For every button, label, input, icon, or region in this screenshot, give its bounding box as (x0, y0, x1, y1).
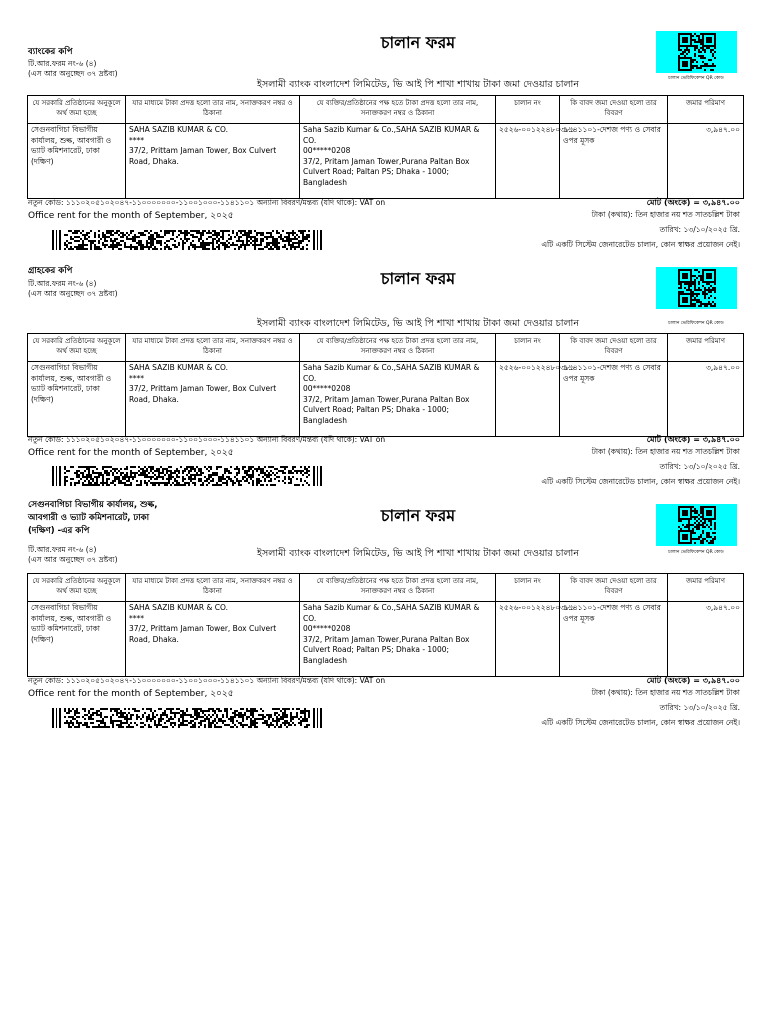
system-generated-note: এটি একটি সিস্টেম জেনারেটেড চালান, কোন স্বাক্ষর প্রয়োজন নেই। (541, 240, 740, 249)
payment-description: ১১৪১১০১-দেশজ পণ্য ও সেবার ওপর মূসক (560, 124, 668, 199)
challan-subtitle: ইসলামী ব্যাংক বাংলাদেশ লিমিটেড, ভি আই পি শাখা শাখায় টাকা জমা দেওয়ার চালান (257, 79, 579, 90)
party-name: Saha Sazib Kumar & Co.,SAHA SAZIB KUMAR & CO. (303, 603, 480, 623)
party-id: 00*****0208 (303, 384, 351, 393)
system-generated-note: এটি একটি সিস্টেম জেনারেটেড চালান, কোন স্বাক্ষর প্রয়োজন নেই। (541, 718, 740, 727)
form-rule: (এস আর অনুচ্ছেদ ৩৭ দ্রষ্টব্য) (28, 289, 118, 298)
column-header: যার মাধ্যমে টাকা প্রদত্ত হলো তার নাম, সনাক্তকরণ নম্বর ও ঠিকানা (126, 334, 300, 362)
table-header-row (28, 96, 744, 124)
challan-table (27, 95, 744, 199)
party-address: 37/2, Pritam Jaman Tower,Purana Paltan Box Culvert Road; Paltan PS; Dhaka - 1000; Bangladesh (303, 634, 470, 665)
payer-address: 37/2, Prittam Jaman Tower, Box Culvert Road, Dhaka. (129, 146, 277, 166)
challan-table (27, 573, 744, 677)
account-code-line: নতুন কোড: ১১১০২০৫১০২০৪৭-১১০০০০০০০-১১০০১০০০-১১৪১১০১ অন্যান্য বিবরণ/মন্তব্য (যদি থাকে): VAT on (28, 198, 386, 207)
copy-label-line: (দক্ষিণ) -এর কপি (28, 526, 90, 536)
copy-label-line: গ্রাহকের কপি (28, 266, 73, 276)
account-code-line: নতুন কোড: ১১১০২০৫১০২০৪৭-১১০০০০০০০-১১০০১০০০-১১৪১১০১ অন্যান্য বিবরণ/মন্তব্য (যদি থাকে): VAT on (28, 676, 386, 685)
payer-name: SAHA SAZIB KUMAR & CO. (129, 125, 228, 134)
form-number: টি.আর.ফরম নং-৬ (৪) (28, 59, 97, 68)
challan-subtitle: ইসলামী ব্যাংক বাংলাদেশ লিমিটেড, ভি আই পি শাখা শাখায় টাকা জমা দেওয়ার চালান (257, 548, 579, 559)
barcode-icon (52, 466, 322, 486)
table-row (28, 124, 744, 199)
party-id: 00*****0208 (303, 146, 351, 155)
qr-code (656, 31, 737, 73)
account-code-line: নতুন কোড: ১১১০২০৫১০২০৪৭-১১০০০০০০০-১১০০১০০০-১১৪১১০১ অন্যান্য বিবরণ/মন্তব্য (যদি থাকে): VAT on (28, 435, 386, 444)
government-office: সেগুনবাগিচা বিভাগীয় কার্যালয়, শুল্ক, আবগারী ও ভ্যাট কমিশনারেট, ঢাকা (দক্ষিণ) (28, 362, 126, 437)
column-header: যার মাধ্যমে টাকা প্রদত্ত হলো তার নাম, সনাক্তকরণ নম্বর ও ঠিকানা (126, 96, 300, 124)
deposit-amount: ৩,৯৪৭.০০ (668, 362, 744, 437)
challan-table (27, 333, 744, 437)
column-header: যার মাধ্যমে টাকা প্রদত্ত হলো তার নাম, সনাক্তকরণ নম্বর ও ঠিকানা (126, 574, 300, 602)
payer-name: SAHA SAZIB KUMAR & CO. (129, 603, 228, 612)
column-header: যে ব্যক্তির/প্রতিষ্ঠানের পক্ষ হতে টাকা প্রদত্ত হলো তার নাম, সনাক্তকরণ নম্বর ও ঠিকানা (300, 334, 496, 362)
party-info (300, 602, 496, 677)
payment-description: ১১৪১১০১-দেশজ পণ্য ও সেবার ওপর মূসক (560, 602, 668, 677)
payer-id: **** (129, 135, 144, 145)
qr-caption: চালান ভেরিফিকেশন QR কোড (668, 321, 724, 326)
form-title: চালান ফরম (380, 33, 456, 52)
challan-date: তারিখ: ১৩/১০/২০২৫ খ্রি. (659, 225, 740, 234)
barcode-icon (52, 708, 322, 728)
government-office: সেগুনবাগিচা বিভাগীয় কার্যালয়, শুল্ক, আবগারী ও ভ্যাট কমিশনারেট, ঢাকা (দক্ষিণ) (28, 602, 126, 677)
column-header: যে সরকারি প্রতিষ্ঠানের অনুকূলে অর্থ জমা হচ্ছে (28, 574, 126, 602)
remark-text: Office rent for the month of September, ২০২৫ (28, 448, 234, 458)
totals-block (541, 434, 740, 488)
payer-address: 37/2, Prittam Jaman Tower, Box Culvert Road, Dhaka. (129, 384, 277, 404)
totals-block (541, 197, 740, 251)
deposit-amount: ৩,৯৪৭.০০ (668, 602, 744, 677)
column-header: কি বাবদ জমা দেওয়া হলো তার বিবরণ (560, 334, 668, 362)
challan-number: ২৫২৬-০০১২২৪৮০৩৮১ (496, 602, 560, 677)
column-header: জমার পরিমাণ (668, 96, 744, 124)
payer-id: **** (129, 613, 144, 623)
payment-description: ১১৪১১০১-দেশজ পণ্য ও সেবার ওপর মূসক (560, 362, 668, 437)
amount-in-words: টাকা (কথায়): তিন হাজার নয় শত সাতচল্লিশ টাকা (591, 447, 740, 456)
barcode-icon (52, 230, 322, 250)
qr-code-icon (678, 506, 716, 544)
party-name: Saha Sazib Kumar & Co.,SAHA SAZIB KUMAR & CO. (303, 125, 480, 145)
copy-label-line: ব্যাংকের কপি (28, 47, 73, 57)
qr-code (656, 267, 737, 309)
table-row (28, 602, 744, 677)
totals-block (541, 675, 740, 729)
challan-number: ২৫২৬-০০১২২৪৮০৩৮১ (496, 124, 560, 199)
column-header: চালান নং (496, 334, 560, 362)
party-address: 37/2, Pritam Jaman Tower,Purana Paltan Box Culvert Road; Paltan PS; Dhaka - 1000; Bangladesh (303, 156, 470, 187)
remark-text: Office rent for the month of September, ২০২৫ (28, 211, 234, 221)
total-amount: মোট (অংকে) = ৩,৯৪৭.০০ (646, 435, 740, 444)
party-info (300, 124, 496, 199)
form-title: চালান ফরম (380, 506, 456, 525)
column-header: কি বাবদ জমা দেওয়া হলো তার বিবরণ (560, 96, 668, 124)
copy-label-line: সেগুনবাগিচা বিভাগীয় কার্যালয়, শুল্ক, (28, 500, 158, 510)
payer-address: 37/2, Prittam Jaman Tower, Box Culvert Road, Dhaka. (129, 624, 277, 644)
total-amount: মোট (অংকে) = ৩,৯৪৭.০০ (646, 676, 740, 685)
qr-code-icon (678, 33, 716, 71)
column-header: যে সরকারি প্রতিষ্ঠানের অনুকূলে অর্থ জমা হচ্ছে (28, 334, 126, 362)
challan-date: তারিখ: ১৩/১০/২০২৫ খ্রি. (659, 703, 740, 712)
code-and-remark (28, 675, 385, 701)
payer-id: **** (129, 373, 144, 383)
table-header-row (28, 574, 744, 602)
copy-label-line: আবগারী ও ভ্যাট কমিশনারেট, ঢাকা (28, 513, 150, 523)
party-address: 37/2, Pritam Jaman Tower,Purana Paltan Box Culvert Road; Paltan PS; Dhaka - 1000; Bangladesh (303, 394, 470, 425)
payer-info (126, 124, 300, 199)
table-header-row (28, 334, 744, 362)
form-title: চালান ফরম (380, 269, 456, 288)
deposit-amount: ৩,৯৪৭.০০ (668, 124, 744, 199)
column-header: যে ব্যক্তির/প্রতিষ্ঠানের পক্ষ হতে টাকা প্রদত্ত হলো তার নাম, সনাক্তকরণ নম্বর ও ঠিকানা (300, 574, 496, 602)
form-reference (28, 59, 118, 79)
challan-number: ২৫২৬-০০১২২৪৮০৩৮১ (496, 362, 560, 437)
table-row (28, 362, 744, 437)
form-number: টি.আর.ফরম নং-৬ (৪) (28, 545, 97, 554)
code-and-remark (28, 197, 385, 223)
remark-text: Office rent for the month of September, ২০২৫ (28, 689, 234, 699)
qr-caption: চালান ভেরিফিকেশন QR কোড (668, 76, 724, 81)
payer-info (126, 602, 300, 677)
column-header: চালান নং (496, 574, 560, 602)
code-and-remark (28, 434, 385, 460)
qr-caption: চালান ভেরিফিকেশন QR কোড (668, 550, 724, 555)
party-info (300, 362, 496, 437)
column-header: যে ব্যক্তির/প্রতিষ্ঠানের পক্ষ হতে টাকা প্রদত্ত হলো তার নাম, সনাক্তকরণ নম্বর ও ঠিকানা (300, 96, 496, 124)
form-rule: (এস আর অনুচ্ছেদ ৩৭ দ্রষ্টব্য) (28, 555, 118, 564)
qr-code-icon (678, 269, 716, 307)
party-name: Saha Sazib Kumar & Co.,SAHA SAZIB KUMAR & CO. (303, 363, 480, 383)
column-header: যে সরকারি প্রতিষ্ঠানের অনুকূলে অর্থ জমা হচ্ছে (28, 96, 126, 124)
payer-name: SAHA SAZIB KUMAR & CO. (129, 363, 228, 372)
amount-in-words: টাকা (কথায়): তিন হাজার নয় শত সাতচল্লিশ টাকা (591, 688, 740, 697)
amount-in-words: টাকা (কথায়): তিন হাজার নয় শত সাতচল্লিশ টাকা (591, 210, 740, 219)
party-id: 00*****0208 (303, 624, 351, 633)
challan-date: তারিখ: ১৩/১০/২০২৫ খ্রি. (659, 462, 740, 471)
payer-info (126, 362, 300, 437)
form-number: টি.আর.ফরম নং-৬ (৪) (28, 279, 97, 288)
column-header: চালান নং (496, 96, 560, 124)
column-header: কি বাবদ জমা দেওয়া হলো তার বিবরণ (560, 574, 668, 602)
challan-subtitle: ইসলামী ব্যাংক বাংলাদেশ লিমিটেড, ভি আই পি শাখা শাখায় টাকা জমা দেওয়ার চালান (257, 318, 579, 329)
form-rule: (এস আর অনুচ্ছেদ ৩৭ দ্রষ্টব্য) (28, 69, 118, 78)
total-amount: মোট (অংকে) = ৩,৯৪৭.০০ (646, 198, 740, 207)
column-header: জমার পরিমাণ (668, 334, 744, 362)
qr-code (656, 504, 737, 546)
system-generated-note: এটি একটি সিস্টেম জেনারেটেড চালান, কোন স্বাক্ষর প্রয়োজন নেই। (541, 477, 740, 486)
column-header: জমার পরিমাণ (668, 574, 744, 602)
government-office: সেগুনবাগিচা বিভাগীয় কার্যালয়, শুল্ক, আবগারী ও ভ্যাট কমিশনারেট, ঢাকা (দক্ষিণ) (28, 124, 126, 199)
